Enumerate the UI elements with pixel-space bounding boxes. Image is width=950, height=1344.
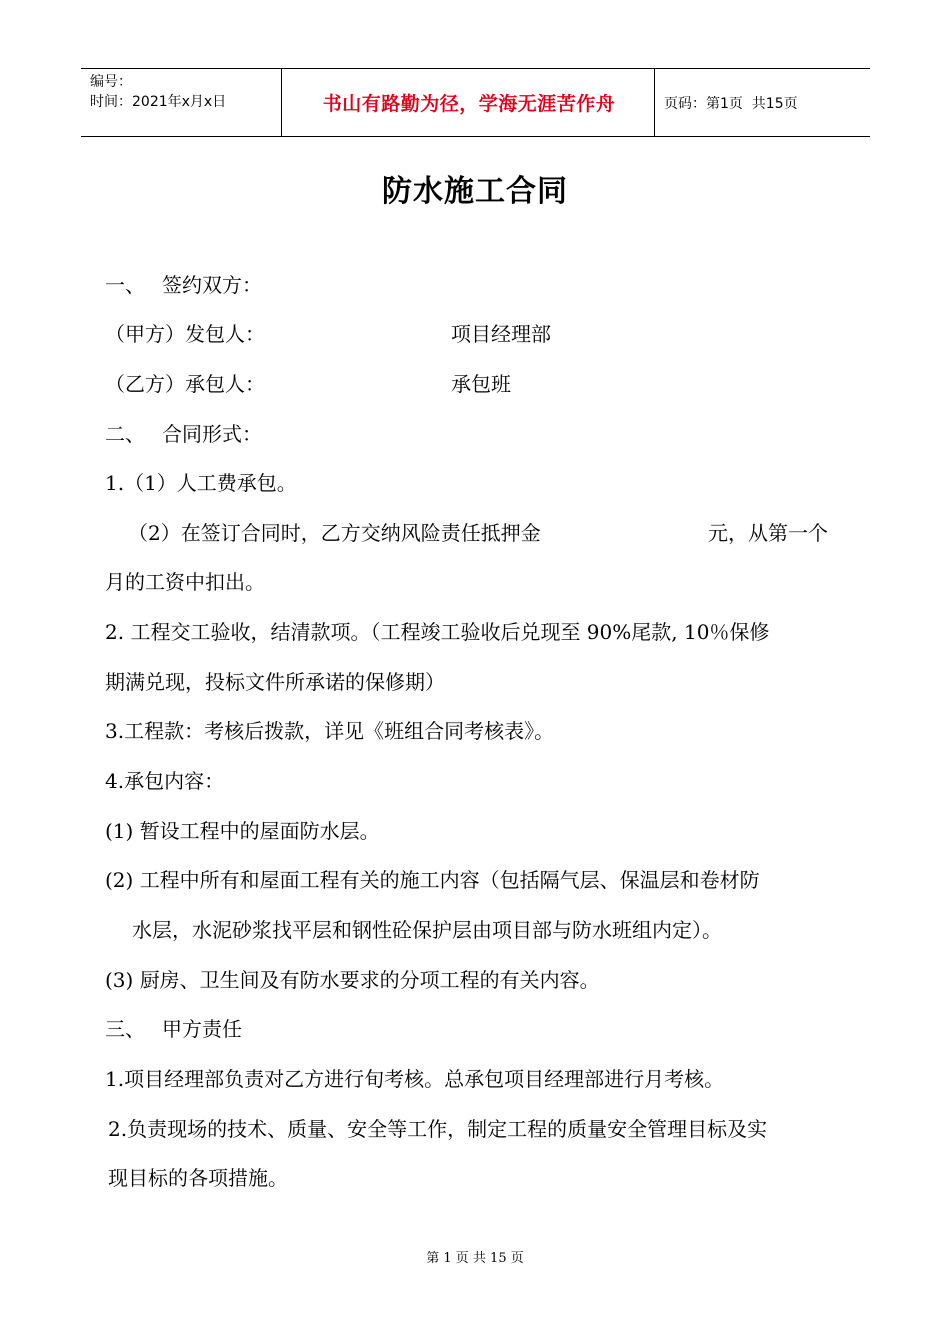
header-motto: 书山有路勤为径，学海无涯苦作舟: [322, 93, 616, 115]
party-b-label: （乙方）承包人：: [105, 372, 265, 396]
paragraph: 4.承包内容：: [105, 769, 225, 793]
header-divider: [281, 69, 282, 136]
paragraph: 现目标的各项措施。: [108, 1166, 288, 1190]
paragraph: 1.项目经理部负责对乙方进行旬考核。总承包项目经理部进行月考核。: [105, 1067, 725, 1091]
section-3-heading: 甲方责任: [162, 1017, 242, 1041]
header-table: [81, 68, 870, 137]
list-item: (2) 工程中所有和屋面工程有关的施工内容（包括隔气层、保温层和卷材防: [105, 868, 760, 892]
paragraph: 2.负责现场的技术、质量、安全等工作，制定工程的质量安全管理目标及实: [108, 1117, 768, 1141]
page-footer: 第 1 页 共 15 页: [426, 1251, 524, 1266]
paragraph: 3.工程款：考核后拨款，详见《班组合同考核表》。: [105, 719, 555, 743]
party-b-value: 承包班: [451, 372, 511, 396]
section-3-number: 三、: [105, 1017, 145, 1041]
paragraph: 2. 工程交工验收，结清款项。（工程竣工验收后兑现至 90%尾款, 10％保修: [105, 620, 770, 644]
party-a-value: 项目经理部: [451, 322, 551, 346]
header-divider: [654, 69, 655, 136]
document-number-label: 编号：: [90, 74, 132, 90]
section-1-heading: 签约双方：: [162, 273, 262, 297]
section-2-heading: 合同形式：: [162, 422, 262, 446]
party-a-label: （甲方）发包人：: [105, 322, 265, 346]
paragraph: 元，从第一个: [708, 521, 828, 545]
document-time-label: 时间：2021年x月x日: [90, 94, 227, 110]
paragraph: 1.（1）人工费承包。: [105, 471, 297, 495]
paragraph: 期满兑现，投标文件所承诺的保修期）: [105, 670, 445, 694]
paragraph: （2）在签订合同时，乙方交纳风险责任抵押金: [128, 521, 541, 545]
list-item: (1) 暂设工程中的屋面防水层。: [105, 819, 380, 843]
header-left-cell: [90, 72, 226, 112]
document-title: 防水施工合同: [382, 174, 568, 209]
section-1-number: 一、: [105, 273, 145, 297]
paragraph: 月的工资中扣出。: [105, 570, 265, 594]
section-2-number: 二、: [105, 422, 145, 446]
header-page-info: 页码：第1页 共15页: [664, 96, 798, 112]
list-item: (3) 厨房、卫生间及有防水要求的分项工程的有关内容。: [105, 968, 600, 992]
list-item: 水层，水泥砂浆找平层和钢性砼保护层由项目部与防水班组内定）。: [132, 918, 722, 942]
